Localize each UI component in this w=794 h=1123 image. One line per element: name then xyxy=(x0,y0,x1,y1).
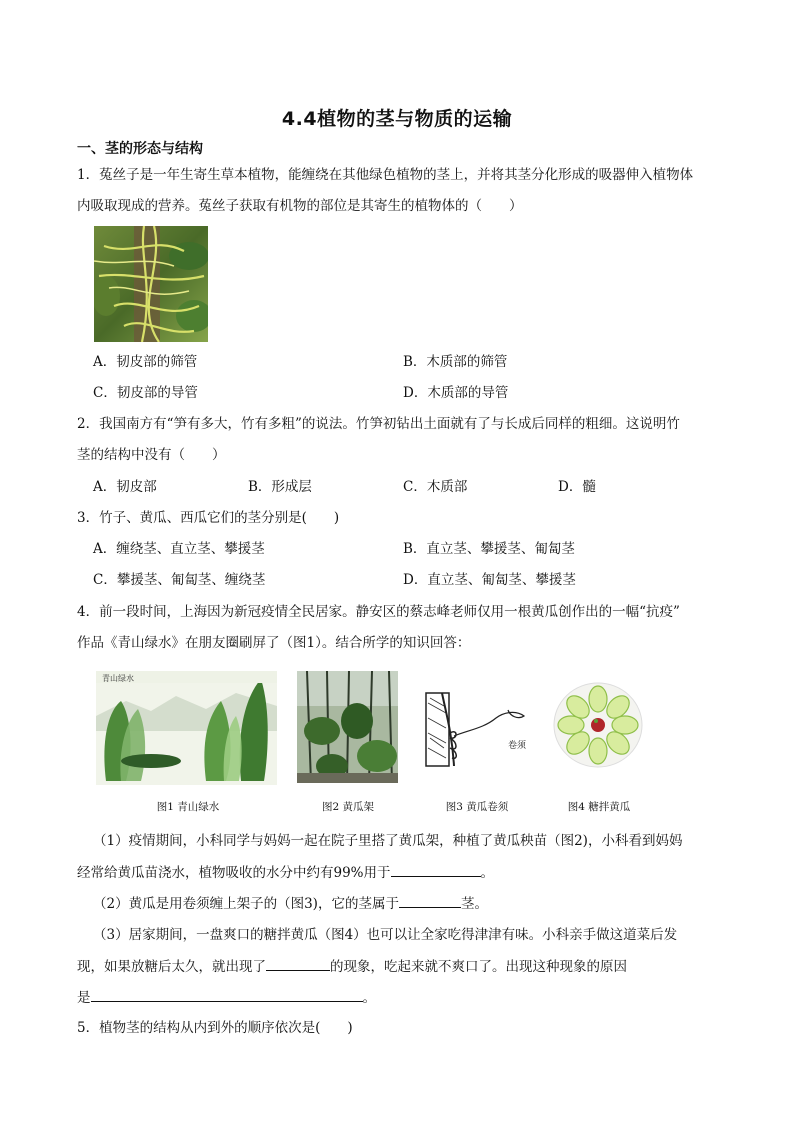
q4-sub3-end: 。 xyxy=(362,990,376,1006)
figure4-caption: 图4 糖拌黄瓜 xyxy=(567,801,631,813)
q2-option-c[interactable]: C．木质部 xyxy=(403,479,468,495)
figure2-caption: 图2 黄瓜架 xyxy=(321,801,375,813)
q1-option-c[interactable]: C．韧皮部的导管 xyxy=(93,385,198,401)
q4-sub3-answer-blank-2[interactable] xyxy=(91,987,363,1002)
q3-line1: 3．竹子、黄瓜、西瓜它们的茎分别是( ) xyxy=(77,510,340,526)
q4-sub3-line3 xyxy=(77,987,376,1008)
q4-sub1-answer-blank[interactable] xyxy=(391,862,481,877)
q4-line2: 作品《青山绿水》在朋友圈刷屏了（图1）。结合所学的知识回答： xyxy=(77,635,471,651)
q4-sub3-text: 现，如果放糖后太久，就出现了 xyxy=(77,959,266,975)
q4-sub2-end: 茎。 xyxy=(460,896,488,912)
q4-sub1-line2 xyxy=(77,862,494,883)
q1-option-d[interactable]: D．木质部的导管 xyxy=(403,385,509,401)
q1-line1: 1．菟丝子是一年生寄生草本植物，能缠绕在其他绿色植物的茎上，并将其茎分化形成的吸器伸入植物体 xyxy=(77,167,694,183)
figure1-cucumber-art xyxy=(96,671,277,785)
q4-sub1-end: 。 xyxy=(480,865,495,881)
q4-sub3-line2 xyxy=(77,956,627,977)
q3-option-b[interactable]: B．直立茎、攀援茎、匍匐茎 xyxy=(403,541,575,557)
q4-sub1-text: 经常给黄瓜苗浇水，植物吸收的水分中约有99%用于 xyxy=(77,865,391,881)
section-heading: 一、茎的形态与结构 xyxy=(77,141,203,157)
figure4-sugared-cucumber xyxy=(553,681,643,769)
q4-sub1-line1: （1）疫情期间，小科同学与妈妈一起在院子里搭了黄瓜架，种植了黄瓜秧苗（图2)，小科看到妈妈 xyxy=(93,833,683,849)
figure3-caption: 图3 黄瓜卷须 xyxy=(445,801,509,813)
dodder-photo xyxy=(94,226,208,342)
q4-sub3-text-end: 的现象，吃起来就不爽口了。出现这种现象的原因 xyxy=(330,959,627,975)
figure3-tendril-label: 卷须 xyxy=(508,741,527,751)
q4-sub2-line xyxy=(93,893,488,914)
q3-option-d[interactable]: D．直立茎、匍匐茎、攀援茎 xyxy=(403,572,576,588)
q2-option-a[interactable]: A．韧皮部 xyxy=(93,479,157,495)
q1-line2: 内吸取现成的营养。菟丝子获取有机物的部位是其寄生的植物体的（ ） xyxy=(77,198,523,214)
q2-option-b[interactable]: B．形成层 xyxy=(248,479,312,495)
q1-option-a[interactable]: A．韧皮部的筛管 xyxy=(93,354,198,370)
q2-line1: 2．我国南方有“笋有多大，竹有多粗”的说法。竹笋初钻出土面就有了与长成后同样的粗细。这说明竹 xyxy=(77,416,680,432)
q1-option-b[interactable]: B．木质部的筛管 xyxy=(403,354,508,370)
q4-sub2-answer-blank[interactable] xyxy=(399,893,461,908)
q4-line1: 4．前一段时间，上海因为新冠疫情全民居家。静安区的蔡志峰老师仅用一根黄瓜创作出的一幅“抗疫” xyxy=(77,604,680,620)
q3-option-c[interactable]: C．攀援茎、匍匐茎、缠绕茎 xyxy=(93,572,266,588)
q4-sub3-line1: （3）居家期间，一盘爽口的糖拌黄瓜（图4）也可以让全家吃得津津有味。小科亲手做这道菜后发 xyxy=(93,927,678,943)
q2-option-d[interactable]: D．髓 xyxy=(558,479,596,495)
q4-sub2-text: （2）黄瓜是用卷须缠上架子的（图3)，它的茎属于 xyxy=(93,896,399,912)
q3-option-a[interactable]: A．缠绕茎、直立茎、攀援茎 xyxy=(93,541,265,557)
q4-sub3-answer-blank-1[interactable] xyxy=(266,956,330,971)
q5-line1: 5．植物茎的结构从内到外的顺序依次是( ) xyxy=(77,1020,353,1036)
figure3-tendril-drawing xyxy=(424,688,535,768)
figure1-caption: 图1 青山绿水 xyxy=(156,801,220,813)
figure1-inner-title: 青山绿水 xyxy=(102,674,134,683)
q2-line2: 茎的结构中没有（ ） xyxy=(77,447,226,463)
figure2-cucumber-trellis xyxy=(297,671,398,783)
q4-sub3-text-c: 是 xyxy=(77,990,91,1006)
page-title: 4.4植物的茎与物质的运输 xyxy=(281,108,513,130)
